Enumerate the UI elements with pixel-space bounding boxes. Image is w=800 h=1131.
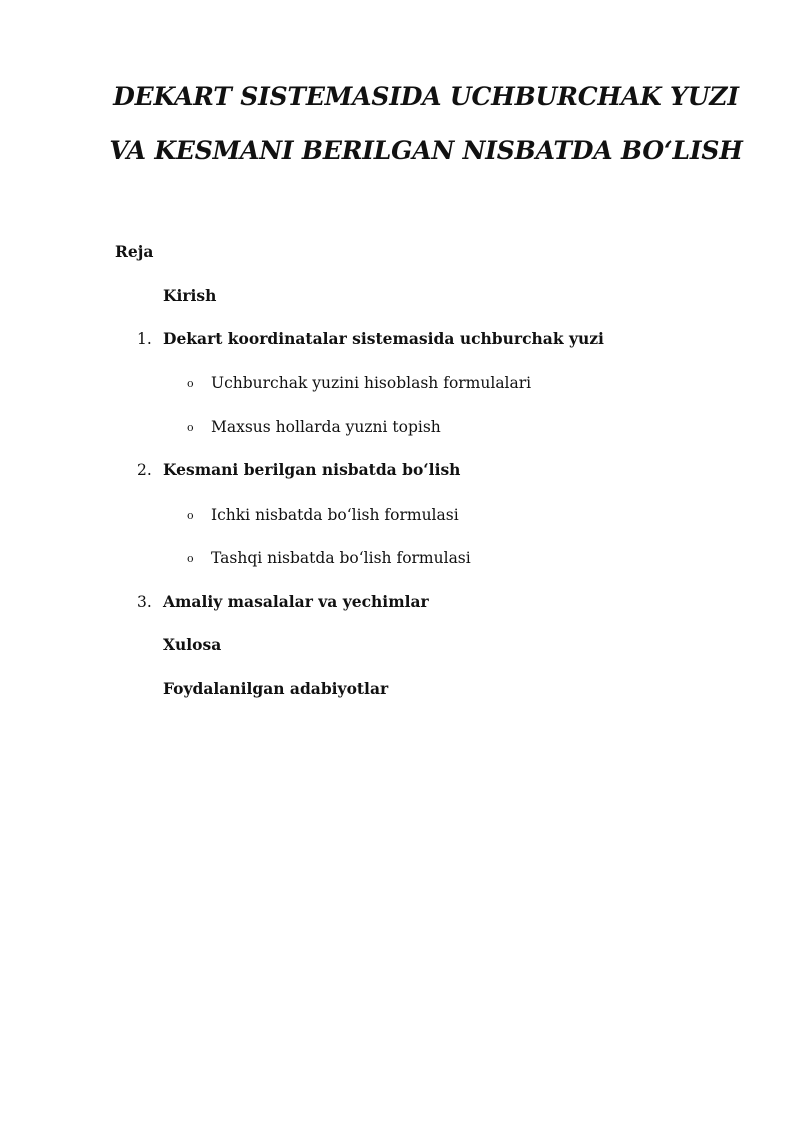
section-title: Kesmani berilgan nisbatda bo‘lish bbox=[163, 460, 461, 479]
plan-item-conclusion: Xulosa bbox=[163, 635, 222, 654]
bullet-icon: o bbox=[187, 421, 194, 434]
bullet-icon: o bbox=[187, 552, 194, 565]
section-number: 3. bbox=[137, 593, 152, 611]
section-number: 1. bbox=[137, 330, 152, 348]
plan-item-references: Foydalanilgan adabiyotlar bbox=[163, 679, 389, 698]
section-number: 2. bbox=[137, 461, 152, 479]
document-title-line-1: DEKART SISTEMASIDA UCHBURCHAK YUZI bbox=[113, 82, 739, 111]
subitem-label: Tashqi nisbatda bo‘lish formulasi bbox=[211, 549, 471, 567]
subitem-label: Ichki nisbatda bo‘lish formulasi bbox=[211, 506, 459, 524]
document-title-line-2: VA KESMANI BERILGAN NISBATDA BO‘LISH bbox=[109, 136, 743, 165]
plan-item-intro: Kirish bbox=[163, 286, 217, 305]
bullet-icon: o bbox=[187, 377, 194, 390]
section-title: Dekart koordinatalar sistemasida uchburchak yuzi bbox=[163, 329, 604, 348]
subitem-label: Maxsus hollarda yuzni topish bbox=[211, 418, 441, 436]
bullet-icon: o bbox=[187, 509, 194, 522]
plan-heading: Reja bbox=[115, 242, 154, 261]
section-title: Amaliy masalalar va yechimlar bbox=[163, 592, 429, 611]
subitem-label: Uchburchak yuzini hisoblash formulalari bbox=[211, 374, 532, 392]
